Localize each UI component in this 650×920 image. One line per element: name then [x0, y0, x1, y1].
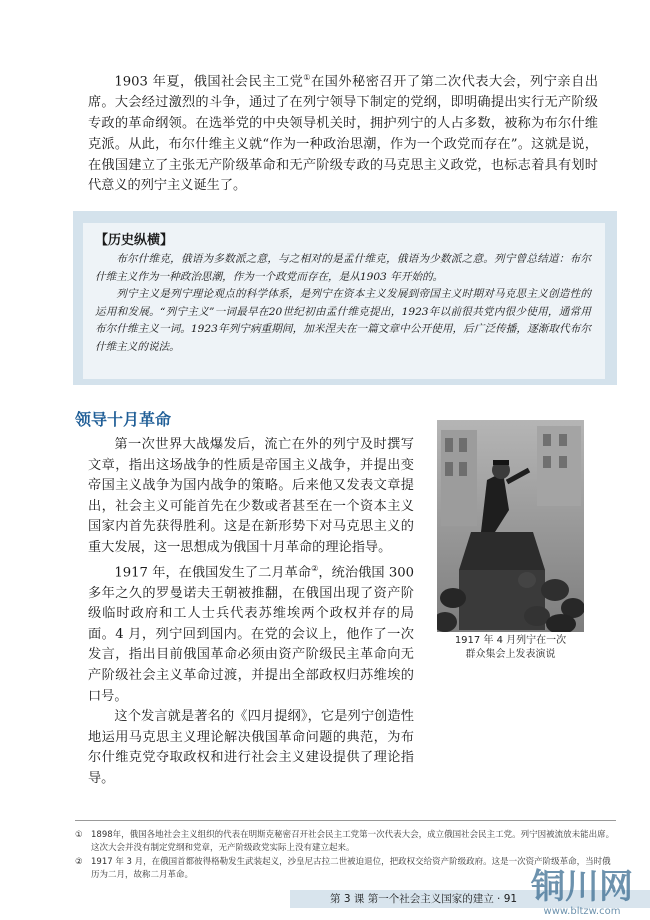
history-box-title: 【历史纵横】 [95, 233, 174, 248]
intro-paragraph [88, 68, 598, 197]
watermark-url: www.bltzw.com [543, 906, 621, 917]
section-body [88, 435, 414, 789]
section-paragraph-2-part2: ，统治俄国 300 多年之久的罗曼诺夫王朝被推翻，在俄国出现了资产阶级临时政府和工人士兵代表苏维埃两个政权并存的局面。4 月，列宁回到国内。在党的会议上，他作了一次发言，指出目前俄国革命必须由资产阶级民主革命向无产阶级社会主义革命过渡，并提出全部政权归苏维埃的口号。 [88, 564, 414, 704]
footnote-divider [75, 820, 616, 821]
history-box-paragraph-2: 列宁主义是列宁理论观点的科学体系，是列宁在资本主义发展到帝国主义时期对马克思主义创造性的运用和发展。“列宁主义”一词最早在20世纪初由孟什维克提出，1923年以前很共党内很少使用，通常用布尔什维主义一词。1923年列宁病重期间，加米涅夫在一篇文章中公开使用，后广泛传播，逐渐取代布尔什维主义的说法。 [95, 288, 591, 353]
footnote-1-mark: ① [75, 830, 83, 840]
section-paragraph-2-part1: 1917 年，在俄国发生了二月革命 [114, 564, 312, 580]
photo-caption-line-2: 群众集会上发表演说 [465, 649, 556, 660]
footnote-1 [75, 829, 616, 855]
footer-page-label: 第 3 课 第一个社会主义国家的建立 · 91 [330, 893, 518, 905]
footnote-ref-1[interactable]: ① [303, 73, 311, 82]
intro-text-part2: 在国外秘密召开了第二次代表大会，列宁亲自出席。大会经过激烈的斗争，通过了在列宁领导下制定的党纲，即明确提出实行无产阶级专政的革命纲领。在选举党的中央领导机关时，拥护列宁的人占多数，被称为布尔什维克派。从此，布尔什维主义就“作为一种政治思潮，作为一个政党而存在”。这就是说，在俄国建立了主张无产阶级革命和无产阶级专政的马克思主义政党，也标志着具有划时代意义的列宁主义诞生了。 [88, 74, 599, 194]
watermark-text: 铜川网 [531, 867, 633, 907]
site-watermark-logo [512, 858, 650, 918]
photo-illustration [437, 420, 584, 632]
intro-text-part1: 1903 年夏，俄国社会民主工党 [114, 74, 304, 90]
photo-caption-line-1: 1917 年 4 月列宁在一次 [454, 635, 567, 646]
section-paragraph-3: 这个发言就是著名的《四月提纲》，它是列宁创造性地运用马克思主义理论解决俄国革命问题的典范，为布尔什维克党夺取政权和进行社会主义建设提供了理论指导。 [88, 709, 414, 786]
footnote-1-text: 1898年，俄国各地社会主义组织的代表在明斯克秘密召开社会民主工党第一次代表大会，成立俄国社会民主工党。列宁因被流放未能出席。这次大会并没有制定党纲和党章，无产阶级政党实际上没有建立起来。 [91, 830, 615, 853]
footnote-2-mark: ② [75, 857, 83, 867]
lenin-speech-photo [437, 420, 584, 632]
history-box [73, 211, 617, 385]
section-paragraph-1: 第一次世界大战爆发后，流亡在外的列宁及时撰写文章，指出这场战争的性质是帝国主义战争，并提出变帝国主义战争为国内战争的策略。后来他又发表文章提出，社会主义可能首先在少数或者甚至在一个资本主义国家内首先获得胜利。这是在新形势下对马克思主义的重大发展，这一思想成为俄国十月革命的理论指导。 [88, 437, 414, 555]
section-paragraph-2 [88, 559, 414, 708]
photo-caption [437, 634, 584, 662]
section-heading: 领导十月革命 [75, 410, 172, 429]
footnote-2-text: 1917 年 3 月，在俄国首都彼得格勒发生武装起义，沙皇尼古拉二世被迫退位，把政权交给资产阶级政府。这是一次资产阶级革命，当时俄历为二月，故称二月革命。 [91, 857, 611, 880]
history-box-paragraph-1: 布尔什维克，俄语为多数派之意，与之相对的是孟什维克，俄语为少数派之意。列宁曾总结道：布尔什维主义作为一种政治思潮，作为一个政党而存在，是从1903 年开始的。 [95, 253, 591, 283]
history-box-inner [83, 223, 605, 379]
footnote-ref-2[interactable]: ② [311, 563, 319, 573]
